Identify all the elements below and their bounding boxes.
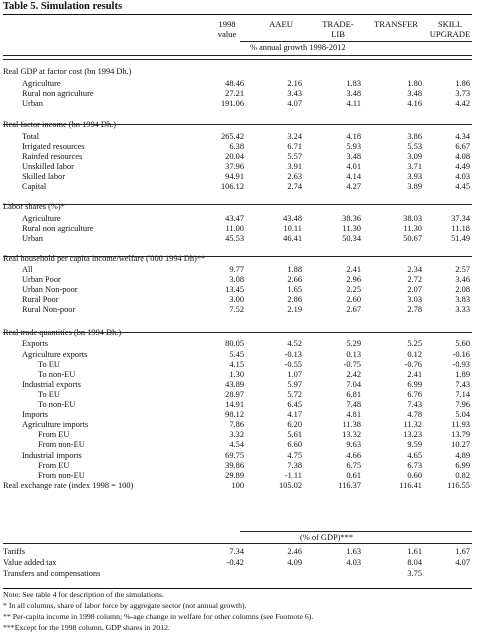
cell-value: 3.24 xyxy=(287,132,302,141)
cell-value: 6.60 xyxy=(287,440,302,449)
row-label: To EU xyxy=(38,360,60,369)
cell-value: 0.13 xyxy=(346,350,361,359)
row-label: Real trade quantities (bn 1994 Dh.) xyxy=(3,328,122,337)
separator-rule xyxy=(3,59,472,60)
table-row xyxy=(0,380,478,390)
unit-rule xyxy=(240,41,472,42)
cell-value: 80.05 xyxy=(225,339,244,348)
cell-value: 0.60 xyxy=(407,471,422,480)
cell-value: 45.53 xyxy=(225,234,244,243)
cell-value: 5.97 xyxy=(287,380,302,389)
table-row xyxy=(0,350,478,360)
table-row xyxy=(0,547,478,557)
cell-value: 7.43 xyxy=(407,400,422,409)
cell-value: 4.07 xyxy=(287,99,302,108)
row-label: Agriculture xyxy=(22,214,61,223)
cell-value: 116.41 xyxy=(399,481,422,490)
cell-value: 0.61 xyxy=(346,471,361,480)
cell-value: 191.06 xyxy=(220,99,244,108)
cell-value: 4.08 xyxy=(455,152,470,161)
cell-value: 27.21 xyxy=(225,89,244,98)
cell-value: 0.82 xyxy=(455,471,470,480)
cell-value: 3.00 xyxy=(229,295,244,304)
cell-value: 7.48 xyxy=(346,400,361,409)
col-header-aaeu: AAEU xyxy=(269,19,293,29)
cell-value: 38.36 xyxy=(342,214,361,223)
cell-value: 7.43 xyxy=(455,380,470,389)
row-label: Unskilled labor xyxy=(22,162,74,171)
cell-value: 4.54 xyxy=(229,440,244,449)
table-row xyxy=(0,295,478,305)
row-label: Total xyxy=(22,132,40,141)
cell-value: 2.42 xyxy=(346,370,361,379)
cell-value: 4.16 xyxy=(407,99,422,108)
table-row xyxy=(0,370,478,380)
unit-label-growth: % annual growth 1998-2012 xyxy=(250,43,346,52)
row-label: Rainfed resources xyxy=(22,152,83,161)
cell-value: 4.15 xyxy=(229,360,244,369)
cell-value: 4.03 xyxy=(346,558,361,567)
cell-value: 4.17 xyxy=(287,410,302,419)
cell-value: 5.25 xyxy=(407,339,422,348)
cell-value: 6.99 xyxy=(455,461,470,470)
cell-value: -0.93 xyxy=(452,360,470,369)
row-label: Rural Non-poor xyxy=(22,305,76,314)
cell-value: 13.45 xyxy=(225,285,244,294)
cell-value: 10.11 xyxy=(283,224,302,233)
cell-value: 265.42 xyxy=(220,132,244,141)
table-row xyxy=(0,481,478,491)
cell-value: 69.75 xyxy=(225,451,244,460)
row-label: Real factor income (bn 1994 Dh.) xyxy=(3,120,117,129)
cell-value: 10.27 xyxy=(451,440,470,449)
cell-value: 4.14 xyxy=(346,172,361,181)
cell-value: 6.99 xyxy=(407,380,422,389)
cell-value: 3.89 xyxy=(407,182,422,191)
table-row xyxy=(0,305,478,315)
cell-value: 3.08 xyxy=(229,275,244,284)
cell-value: 2.41 xyxy=(346,265,361,274)
cell-value: 2.60 xyxy=(346,295,361,304)
cell-value: 20.04 xyxy=(225,152,244,161)
table-row xyxy=(0,89,478,99)
cell-value: 2.46 xyxy=(287,547,302,556)
table-row xyxy=(0,420,478,430)
cell-value: 43.48 xyxy=(283,214,302,223)
table-row xyxy=(0,360,478,370)
cell-value: 1.30 xyxy=(229,370,244,379)
table-note: ***Except for the 1998 column, GDP shares in 2012. xyxy=(3,623,170,632)
cell-value: 4.01 xyxy=(346,162,361,171)
cell-value: 28.97 xyxy=(225,390,244,399)
cell-value: 11.30 xyxy=(342,224,361,233)
cell-value: 43.89 xyxy=(225,380,244,389)
table-row xyxy=(0,275,478,285)
row-label: Capital xyxy=(22,182,47,191)
cell-value: 11.93 xyxy=(451,420,470,429)
cell-value: 51.49 xyxy=(451,234,470,243)
cell-value: 37.34 xyxy=(451,214,470,223)
cell-value: 7.52 xyxy=(229,305,244,314)
cell-value: 2.67 xyxy=(346,305,361,314)
cell-value: 6.76 xyxy=(407,390,422,399)
row-label: Irrigated resources xyxy=(22,142,85,151)
table-row xyxy=(0,162,478,172)
col-header-1998-value: 1998 value xyxy=(217,19,237,39)
cell-value: 3.33 xyxy=(455,305,470,314)
cell-value: 5.72 xyxy=(287,390,302,399)
cell-value: 94.91 xyxy=(225,172,244,181)
cell-value: 6.73 xyxy=(407,461,422,470)
cell-value: 8.04 xyxy=(407,558,422,567)
cell-value: 2.72 xyxy=(407,275,422,284)
cell-value: -0.16 xyxy=(452,350,470,359)
table-title: Table 5. Simulation results xyxy=(3,1,123,12)
cell-value: 4.03 xyxy=(455,172,470,181)
table-row xyxy=(0,132,478,142)
cell-value: 2.08 xyxy=(455,285,470,294)
cell-value: 3.83 xyxy=(455,295,470,304)
table-row xyxy=(0,400,478,410)
row-label: Agriculture exports xyxy=(22,350,88,359)
cell-value: 3.03 xyxy=(407,295,422,304)
table-row xyxy=(0,214,478,224)
table-note: Note: See table 4 for description of the simulations. xyxy=(3,590,164,599)
cell-value: 2.25 xyxy=(346,285,361,294)
cell-value: 5.61 xyxy=(287,430,302,439)
cell-value: 4.07 xyxy=(455,558,470,567)
row-label: To EU xyxy=(38,390,60,399)
row-label: Urban xyxy=(22,99,43,108)
col-header-transfer: TRANSFER xyxy=(374,19,418,29)
table-row xyxy=(0,152,478,162)
cell-value: 14.91 xyxy=(225,400,244,409)
table-row xyxy=(0,461,478,471)
row-label: Agriculture xyxy=(22,79,61,88)
cell-value: 6.20 xyxy=(287,420,302,429)
cell-value: 2.66 xyxy=(287,275,302,284)
row-label: Real exchange rate (index 1998 = 100) xyxy=(3,481,134,490)
cell-value: 4.66 xyxy=(346,451,361,460)
cell-value: 1.65 xyxy=(287,285,302,294)
cell-value: 1.89 xyxy=(455,370,470,379)
cell-value: 3.73 xyxy=(455,89,470,98)
col-header-skill-upgrade: SKILL UPGRADE xyxy=(429,19,471,39)
cell-value: 2.74 xyxy=(287,182,302,191)
row-label: Agriculture imports xyxy=(22,420,89,429)
cell-value: 43.47 xyxy=(225,214,244,223)
cell-value: 4.09 xyxy=(287,558,302,567)
row-label: Rural non agriculture xyxy=(22,89,94,98)
row-label: Labor shares (%)* xyxy=(3,202,65,211)
cell-value: 2.57 xyxy=(455,265,470,274)
cell-value: 4.27 xyxy=(346,182,361,191)
header-bottom-rule xyxy=(3,55,472,56)
cell-value: 3.91 xyxy=(287,162,302,171)
table-row xyxy=(0,328,478,338)
cell-value: 100 xyxy=(231,481,244,490)
cell-value: 4.65 xyxy=(407,451,422,460)
cell-value: 7.14 xyxy=(455,390,470,399)
row-label: Industrial imports xyxy=(22,451,82,460)
cell-value: -0.75 xyxy=(343,360,361,369)
cell-value: 4.11 xyxy=(346,99,361,108)
cell-value: 46.41 xyxy=(283,234,302,243)
table-row xyxy=(0,99,478,109)
bottom-rule xyxy=(3,588,472,589)
cell-value: 7.04 xyxy=(346,380,361,389)
table-row xyxy=(0,120,478,130)
cell-value: 39.86 xyxy=(225,461,244,470)
cell-value: 2.96 xyxy=(346,275,361,284)
top-rule xyxy=(3,14,472,15)
cell-value: 6.71 xyxy=(287,142,302,151)
cell-value: 6.81 xyxy=(346,390,361,399)
cell-value: 6.38 xyxy=(229,142,244,151)
cell-value: 2.63 xyxy=(287,172,302,181)
row-label: Skilled labor xyxy=(22,172,66,181)
row-label: To non-EU xyxy=(38,370,76,379)
cell-value: 2.41 xyxy=(407,370,422,379)
row-label: Tariffs xyxy=(3,547,26,556)
cell-value: 0.12 xyxy=(407,350,422,359)
cell-value: 38.03 xyxy=(403,214,422,223)
cell-value: 105.02 xyxy=(278,481,302,490)
row-label: Real household per capita income/welfare ('000 1994 Dh)** xyxy=(3,254,206,263)
row-label: Rural non agriculture xyxy=(22,224,94,233)
cell-value: 5.53 xyxy=(407,142,422,151)
table-row xyxy=(0,182,478,192)
cell-value: 1.63 xyxy=(346,547,361,556)
cell-value: 13.32 xyxy=(342,430,361,439)
cell-value: 7.86 xyxy=(229,420,244,429)
cell-value: 29.89 xyxy=(225,471,244,480)
cell-value: 3.43 xyxy=(287,89,302,98)
table-row xyxy=(0,285,478,295)
row-label: Urban xyxy=(22,234,43,243)
cell-value: 4.52 xyxy=(287,339,302,348)
cell-value: 1.83 xyxy=(346,79,361,88)
separator-rule xyxy=(3,204,472,205)
row-label: Rural Poor xyxy=(22,295,59,304)
row-label: Value added tax xyxy=(3,558,57,567)
cell-value: 106.12 xyxy=(220,182,244,191)
col-header-trade-lib: TRADE- LIB xyxy=(322,19,354,39)
cell-value: 9.77 xyxy=(229,265,244,274)
cell-value: 5.60 xyxy=(455,339,470,348)
cell-value: 3.93 xyxy=(407,172,422,181)
row-label: All xyxy=(22,265,33,274)
row-label: From non-EU xyxy=(38,471,85,480)
cell-value: 4.89 xyxy=(455,451,470,460)
cell-value: 3.71 xyxy=(407,162,422,171)
cell-value: 50.34 xyxy=(342,234,361,243)
cell-value: 11.18 xyxy=(451,224,470,233)
cell-value: 4.81 xyxy=(346,410,361,419)
cell-value: -0.55 xyxy=(284,360,302,369)
cell-value: 7.96 xyxy=(455,400,470,409)
cell-value: 1.07 xyxy=(287,370,302,379)
cell-value: 6.45 xyxy=(287,400,302,409)
cell-value: 2.07 xyxy=(407,285,422,294)
cell-value: 2.19 xyxy=(287,305,302,314)
cell-value: 5.04 xyxy=(455,410,470,419)
cell-value: 37.96 xyxy=(225,162,244,171)
table-row xyxy=(0,79,478,89)
cell-value: 3.75 xyxy=(407,569,422,578)
cell-value: -0.42 xyxy=(226,558,244,567)
cell-value: 2.78 xyxy=(407,305,422,314)
cell-value: 116.37 xyxy=(338,481,361,490)
table-row xyxy=(0,67,478,77)
unit-label-gdp: (% of GDP)*** xyxy=(300,533,354,542)
table-row xyxy=(0,265,478,275)
cell-value: 116.55 xyxy=(447,481,470,490)
table-row xyxy=(0,234,478,244)
cell-value: 48.46 xyxy=(225,79,244,88)
cell-value: 2.16 xyxy=(287,79,302,88)
table-row xyxy=(0,440,478,450)
cell-value: 3.46 xyxy=(455,275,470,284)
cell-value: 3.09 xyxy=(407,152,422,161)
table-row xyxy=(0,224,478,234)
cell-value: 2.34 xyxy=(407,265,422,274)
cell-value: 1.88 xyxy=(287,265,302,274)
cell-value: 4.34 xyxy=(455,132,470,141)
cell-value: 3.48 xyxy=(346,89,361,98)
cell-value: 3.48 xyxy=(407,89,422,98)
cell-value: 4.18 xyxy=(346,132,361,141)
cell-value: 11.32 xyxy=(403,420,422,429)
cell-value: 3.48 xyxy=(346,152,361,161)
row-label: Real GDP at factor cost (bn 1994 Dh.) xyxy=(3,67,132,76)
cell-value: 6.75 xyxy=(346,461,361,470)
cell-value: 9.63 xyxy=(346,440,361,449)
cell-value: 5.45 xyxy=(229,350,244,359)
cell-value: 5.93 xyxy=(346,142,361,151)
row-label: From EU xyxy=(38,461,70,470)
cell-value: 5.57 xyxy=(287,152,302,161)
row-label: From non-EU xyxy=(38,440,85,449)
row-label: From EU xyxy=(38,430,70,439)
table-note: * In all columns, share of labor force by aggregate sector (not annual growth). xyxy=(3,601,247,610)
table-row xyxy=(0,471,478,481)
table-row xyxy=(0,410,478,420)
row-label: Industrial exports xyxy=(22,380,81,389)
cell-value: -1.11 xyxy=(284,471,302,480)
cell-value: 4.75 xyxy=(287,451,302,460)
cell-value: -0.76 xyxy=(404,360,422,369)
cell-value: 6.67 xyxy=(455,142,470,151)
table-row xyxy=(0,339,478,349)
table-note: ** Per-capita income in 1998 column; %-age change in welfare for other columns (see Footnote 6). xyxy=(3,612,314,621)
table-row xyxy=(0,569,478,579)
cell-value: 1.80 xyxy=(407,79,422,88)
row-label: To non-EU xyxy=(38,400,76,409)
cell-value: 4.78 xyxy=(407,410,422,419)
cell-value: 2.86 xyxy=(287,295,302,304)
cell-value: 4.45 xyxy=(455,182,470,191)
table-row xyxy=(0,172,478,182)
separator-rule xyxy=(3,543,472,544)
separator-rule xyxy=(3,124,472,125)
cell-value: 13.23 xyxy=(403,430,422,439)
cell-value: 4.49 xyxy=(455,162,470,171)
table-row xyxy=(0,558,478,568)
row-label: Exports xyxy=(22,339,49,348)
table-row xyxy=(0,390,478,400)
cell-value: 7.34 xyxy=(229,547,244,556)
separator-rule xyxy=(3,256,472,257)
cell-value: 3.32 xyxy=(229,430,244,439)
cell-value: 3.86 xyxy=(407,132,422,141)
cell-value: 7.38 xyxy=(287,461,302,470)
cell-value: 1.67 xyxy=(455,547,470,556)
row-label: Transfers and compensations xyxy=(3,569,101,578)
cell-value: 11.38 xyxy=(342,420,361,429)
cell-value: -0.13 xyxy=(284,350,302,359)
row-label: Urban Non-poor xyxy=(22,285,78,294)
cell-value: 11.00 xyxy=(225,224,244,233)
row-label: Imports xyxy=(22,410,49,419)
row-label: Urban Poor xyxy=(22,275,61,284)
cell-value: 5.29 xyxy=(346,339,361,348)
unit-rule-gdp xyxy=(240,531,472,532)
table-row xyxy=(0,142,478,152)
table-row xyxy=(0,430,478,440)
separator-rule xyxy=(3,332,472,333)
cell-value: 4.42 xyxy=(455,99,470,108)
cell-value: 13.79 xyxy=(451,430,470,439)
table-row xyxy=(0,451,478,461)
cell-value: 50.67 xyxy=(403,234,422,243)
cell-value: 11.30 xyxy=(403,224,422,233)
cell-value: 98.12 xyxy=(225,410,244,419)
cell-value: 1.61 xyxy=(407,547,422,556)
cell-value: 1.86 xyxy=(455,79,470,88)
cell-value: 9.59 xyxy=(407,440,422,449)
